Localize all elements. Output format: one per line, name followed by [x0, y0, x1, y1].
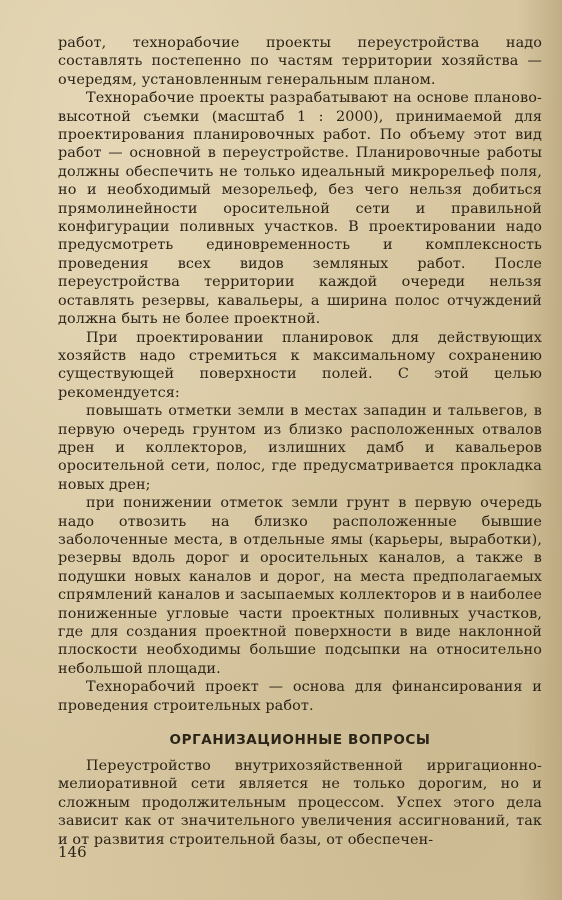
paragraph-lower-elevations: при понижении отметок земли грунт в первую очередь надо отвозить на близко расположенные бывшие заболоченные места, в отдельные ямы (карьеры, выработки), резервы вдоль дорог и оросительных каналов, а также в подушки новых каналов и дорог, на места предполагаемых спрямлений каналов и засыпаемых коллекторов и в наиболее пониженные угловые части проектных поливных участков, где для создания проектной поверхности в виде наклонной плоскости необходимы большие подсыпки на относительно небольшой площади. — [58, 495, 542, 677]
paragraph-raise-elevations: повышать отметки земли в местах западин и тальвегов, в первую очередь грунтом из близко расположенных отвалов дрен и коллекторов, излишних дамб и кавальеров оросительной сети, полос, где предусматривается прокладка новых дрен; — [58, 403, 542, 493]
paragraph-continuation: работ, технорабочие проекты переустройства надо составлять постепенно по частям территории хозяйства — очередям, установленным генеральным планом. — [58, 35, 542, 88]
paragraph-project-basis: Технорабочий проект — основа для финансирования и проведения строительных работ. — [58, 679, 542, 714]
paragraph-reconstruction: Переустройство внутрихозяйственной ирригационно-мелиоративной сети является не только дорогим, но и сложным продолжительным процессом. Успех этого дела зависит как от значительного увеличения ассигнований, так и от развития строительной базы, от обеспечен- — [58, 758, 542, 848]
page-number: 146 — [58, 843, 87, 861]
book-page — [58, 34, 542, 864]
paragraph-planning-recommendations: При проектировании планировок для действующих хозяйств надо стремиться к максимальному сохранению существующей поверхности полей. С этой целью рекомендуется: — [58, 329, 542, 401]
paragraph-technical-projects: Технорабочие проекты разрабатывают на основе планово-высотной съемки (масштаб 1 : 2000), принимаемой для проектирования планировочных работ. По объему этот вид работ — основной в переустройстве. Планировочные работы должны обеспечить не только идеальный микрорельеф поля, но и необходимый мезорельеф, без чего нельзя добиться прямолинейности оросительной сети и правильной конфигурации поливных участков. В проектировании надо предусмотреть единовременность и комплексность проведения всех видов земляных работ. После переустройства территории каждой очереди нельзя оставлять резервы, кавальеры, а ширина полос отчуждений должна быть не более проектной. — [58, 90, 542, 328]
section-heading: ОРГАНИЗАЦИОННЫЕ ВОПРОСЫ — [169, 732, 431, 749]
